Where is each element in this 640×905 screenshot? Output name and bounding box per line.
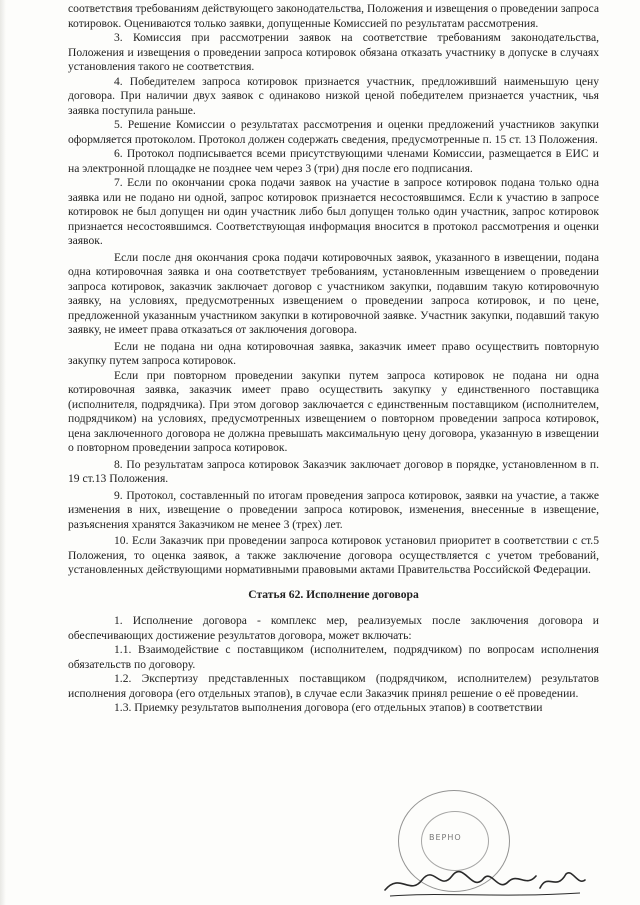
paragraph: 1.2. Экспертизу представленных поставщиком (подрядчиком, исполнителем) результатов исполнения договора (его отдельных этапов), в случае если Заказчик принял решение о её проведении. [68, 672, 599, 700]
paragraph: Если не подана ни одна котировочная заявка, заказчик имеет право осуществить повторную закупку путем запроса котировок. [68, 339, 599, 367]
paragraph: соответствия требованиям действующего законодательства, Положения и извещения о проведении запроса котировок. Оцениваются только заявки, допущенные Комиссией по результатам рассмотрения. [68, 2, 599, 30]
paragraph: 3. Комиссия при рассмотрении заявок на соответствие требованиям законодательства, Положения и извещения о проведении запроса котировок обязана отказать участнику в допуске в случаях установления такого не соответствия. [68, 31, 599, 73]
paragraph: 4. Победителем запроса котировок признается участник, предложивший наименьшую цену договора. При наличии двух заявок с одинаково низкой ценой победителем признается участник, чья заявка поступила раньше. [68, 74, 599, 117]
paragraph: 1.1. Взаимодействие с поставщиком (исполнителем, подрядчиком) по вопросам исполнения обязательств по договору. [68, 643, 599, 671]
section-article-62-text [68, 614, 599, 716]
paragraph: 1.3. Приемку результатов выполнения договора (его отдельных этапов) в соответствии [114, 701, 543, 714]
paragraph: 10. Если Заказчик при проведении запроса котировок установил приоритет в соответствии с ст.5 Положения, то оценка заявок, а также заключение договора осуществляется с учетом требований, установленных действующими нормативными правовыми актами Правительства Российской Федерации. [68, 534, 599, 576]
handwritten-signature [380, 862, 590, 900]
paragraph: 9. Протокол, составленный по итогам проведения запроса котировок, заявки на участие, а также изменения в них, извещение о проведении запроса котировок, изменения, внесенные в извещение, разъяснения хранятся Заказчиком не менее 3 (трех) лет. [68, 488, 599, 531]
paragraph: 7. Если по окончании срока подачи заявок на участие в запросе котировок подана только одна заявка или не подано ни одной, запрос котировок признается несостоявшимся. Если к участию в запросе котировок не был допущен ни один участник либо был допущен только один участник, запрос котировок признается несостоявшимся. Соответствующая информация вносится в протокол рассмотрения и оценки заявок. [68, 176, 599, 247]
document-page [68, 2, 599, 716]
paragraph: 1. Исполнение договора - комплекс мер, реализуемых после заключения договора и обеспечивающих достижение результатов договора, может включать: [68, 614, 599, 642]
paragraph: Если при повторном проведении закупки путем запроса котировок не подана ни одна котировочная заявка, заказчик имеет право осуществить закупку у единственного поставщика (исполнителя, подрядчика). При этом договор заключается с единственным поставщиком (исполнителем, подрядчиком) на условиях, предусмотренных извещением о повторном проведении запроса котировок, цена заключенного договора не должна превышать максимальную цену договора, указанную в извещении о повторном проведении запроса котировок. [68, 368, 599, 454]
paragraph: 8. По результатам запроса котировок Заказчик заключает договор в порядке, установленном в п. 19 ст.13 Положения. [68, 457, 599, 485]
seal-stamp-text: ВЕРНО [429, 833, 462, 842]
paragraph: 5. Решение Комиссии о результатах рассмотрения и оценки предложений участников закупки оформляется протоколом. Протокол должен содержать сведения, предусмотренные п. 15 ст. 13 Положения. [68, 118, 599, 146]
paragraph: 6. Протокол подписывается всеми присутствующими членами Комиссии, размещается в ЕИС и на электронной площадке не позднее чем через 3 (три) дня после его подписания. [68, 147, 599, 175]
paragraph: Если после дня окончания срока подачи котировочных заявок, указанного в извещении, подана одна котировочная заявка и она соответствует требованиям, установленным извещением о проведении запроса котировок, заказчик заключает договор с участником закупки, подавшим такую котировочную заявку, на условиях, предусмотренных извещением о проведении запроса котировок, и по цене, предложенной указанным участником закупки в котировочной заявке. Участник закупки, подавший такую заявку, не имеет права отказаться от заключения договора. [68, 250, 599, 336]
scan-edge [0, 0, 6, 905]
article-heading: Статья 62. Исполнение договора [248, 587, 419, 601]
section-article-61-text [68, 2, 599, 578]
